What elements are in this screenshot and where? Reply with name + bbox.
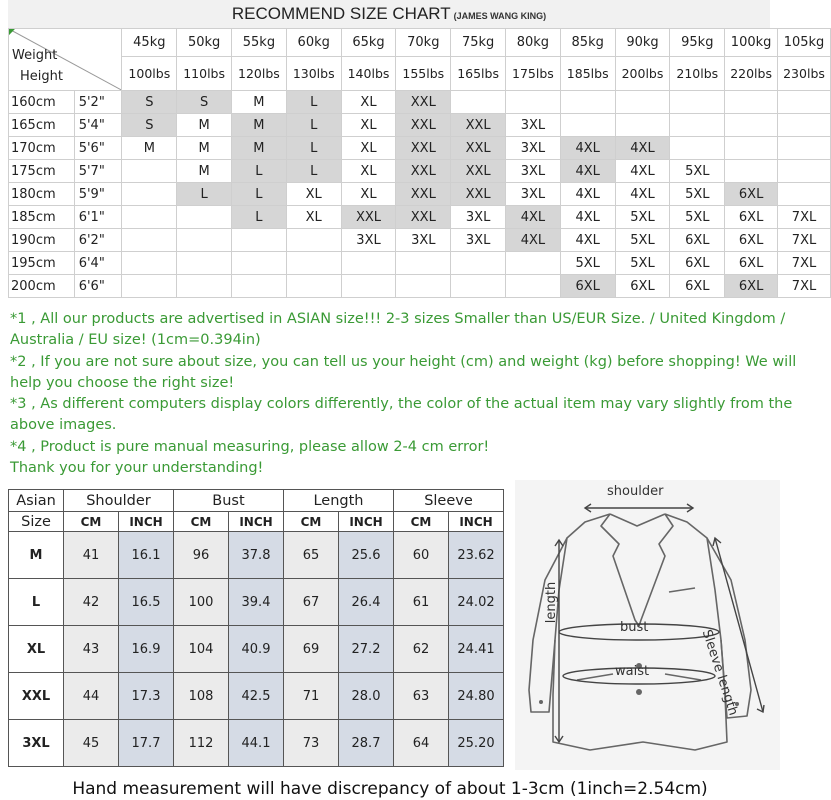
size-cell [286, 229, 341, 252]
size-cell: 7XL [778, 206, 831, 229]
measurement-inch-cell: 25.20 [449, 720, 504, 767]
height-label: Height [20, 69, 63, 84]
size-cell: 7XL [778, 275, 831, 298]
measurement-inch-cell: 24.80 [449, 673, 504, 720]
weight-kg-header: 60kg [286, 29, 341, 57]
size-cell: 6XL [725, 275, 778, 298]
measurement-inch-cell: 17.7 [119, 720, 174, 767]
measurement-table [8, 489, 504, 767]
size-cell: 3XL [396, 229, 451, 252]
jacket-measurement-diagram [515, 480, 780, 770]
asian-size-cell: L [9, 579, 64, 626]
size-cell [286, 275, 341, 298]
height-cm-cell: 180cm [9, 183, 75, 206]
bust-label: bust [620, 620, 649, 635]
size-cell [778, 183, 831, 206]
size-cell [177, 229, 232, 252]
size-cell [451, 275, 506, 298]
measurement-cm-cell: 42 [64, 579, 119, 626]
size-cell [122, 229, 177, 252]
chart-title-main: RECOMMEND SIZE CHART [231, 4, 451, 23]
height-ft-cell: 5'9" [74, 183, 122, 206]
size-cell: 3XL [341, 229, 396, 252]
height-ft-cell: 6'6" [74, 275, 122, 298]
measurement-inch-cell: 39.4 [229, 579, 284, 626]
size-cell: M [177, 137, 232, 160]
weight-height-corner [9, 29, 122, 91]
weight-lbs-header: 220lbs [725, 57, 778, 91]
weight-kg-header: 100kg [725, 29, 778, 57]
length-header: Length [284, 490, 394, 512]
table-row [9, 137, 831, 160]
measurement-cm-cell: 45 [64, 720, 119, 767]
size-cell: XL [341, 91, 396, 114]
note-3: *3 , As different computers display colors differently, the color of the actual item may vary slightly from the above images. [10, 396, 793, 434]
size-cell [286, 252, 341, 275]
table-row [9, 229, 831, 252]
size-cell [506, 252, 561, 275]
size-cell: XXL [451, 114, 506, 137]
size-cell: 3XL [506, 160, 561, 183]
size-cell: XXL [396, 91, 451, 114]
size-cell [725, 137, 778, 160]
height-cm-cell: 160cm [9, 91, 75, 114]
measurement-inch-cell: 23.62 [449, 532, 504, 579]
size-cell [177, 206, 232, 229]
size-cell [122, 275, 177, 298]
table-row [9, 252, 831, 275]
weight-lbs-header: 110lbs [177, 57, 232, 91]
size-cell: L [232, 206, 287, 229]
size-cell: L [286, 160, 341, 183]
sleeve-length-label: Sleeve length [698, 628, 741, 718]
chart-title [8, 0, 770, 28]
measurement-cm-cell: 43 [64, 626, 119, 673]
size-cell [560, 91, 615, 114]
weight-kg-header: 50kg [177, 29, 232, 57]
size-cell: M [232, 91, 287, 114]
measurement-cm-cell: 100 [174, 579, 229, 626]
size-cell: 4XL [615, 183, 670, 206]
measurement-cm-cell: 112 [174, 720, 229, 767]
size-cell: 6XL [725, 183, 778, 206]
measurement-inch-cell: 42.5 [229, 673, 284, 720]
height-cm-cell: 175cm [9, 160, 75, 183]
brand-name: (JAMES WANG KING) [453, 11, 547, 21]
size-cell: S [122, 91, 177, 114]
size-cell [670, 114, 725, 137]
measurement-cm-cell: 62 [394, 626, 449, 673]
size-cell [177, 275, 232, 298]
measurement-cm-cell: 65 [284, 532, 339, 579]
size-cell: 5XL [615, 229, 670, 252]
height-ft-cell: 5'6" [74, 137, 122, 160]
weight-kg-header: 70kg [396, 29, 451, 57]
unit-cm: CM [284, 512, 339, 532]
measurement-inch-cell: 26.4 [339, 579, 394, 626]
size-cell: 6XL [725, 252, 778, 275]
size-cell: M [232, 114, 287, 137]
note-2: *2 , If you are not sure about size, you can tell us your height (cm) and weight (kg) before shopping! We will help you choose the right size! [10, 353, 797, 391]
weight-lbs-header: 155lbs [396, 57, 451, 91]
size-cell: L [177, 183, 232, 206]
unit-cm: CM [174, 512, 229, 532]
size-cell: 5XL [615, 206, 670, 229]
size-cell: 3XL [506, 183, 561, 206]
weight-kg-header: 45kg [122, 29, 177, 57]
asian-size-header-2: Size [9, 512, 64, 532]
recommend-size-table [8, 28, 831, 298]
weight-kg-header: 55kg [232, 29, 287, 57]
shoulder-label: shoulder [607, 484, 664, 499]
measurement-cm-cell: 60 [394, 532, 449, 579]
measurement-cm-cell: 69 [284, 626, 339, 673]
size-cell [778, 137, 831, 160]
size-cell: L [286, 114, 341, 137]
size-cell: M [232, 137, 287, 160]
size-cell: 4XL [506, 229, 561, 252]
size-cell: L [286, 91, 341, 114]
table-row [9, 183, 831, 206]
size-cell: 3XL [451, 229, 506, 252]
weight-kg-header: 85kg [560, 29, 615, 57]
measurement-cm-cell: 108 [174, 673, 229, 720]
size-cell: XL [341, 137, 396, 160]
measurement-inch-cell: 17.3 [119, 673, 174, 720]
size-cell: L [232, 183, 287, 206]
weight-kg-header: 65kg [341, 29, 396, 57]
size-cell: 3XL [506, 137, 561, 160]
size-cell: 6XL [560, 275, 615, 298]
weight-kg-header: 75kg [451, 29, 506, 57]
size-cell: XXL [451, 137, 506, 160]
size-cell: 4XL [560, 137, 615, 160]
asian-size-header-1: Asian [9, 490, 64, 512]
size-cell: XXL [396, 183, 451, 206]
size-cell [341, 275, 396, 298]
measurement-cm-cell: 61 [394, 579, 449, 626]
size-cell [778, 114, 831, 137]
size-cell: XL [286, 183, 341, 206]
size-cell: 6XL [670, 275, 725, 298]
size-cell [451, 91, 506, 114]
weight-lbs-header: 210lbs [670, 57, 725, 91]
size-cell: M [177, 114, 232, 137]
measurement-cm-cell: 63 [394, 673, 449, 720]
size-cell: XXL [451, 183, 506, 206]
size-cell [341, 252, 396, 275]
measurement-inch-cell: 28.0 [339, 673, 394, 720]
size-cell [122, 252, 177, 275]
weight-lbs-header: 120lbs [232, 57, 287, 91]
size-cell [725, 91, 778, 114]
weight-kg-header: 105kg [778, 29, 831, 57]
unit-inch: INCH [339, 512, 394, 532]
size-cell: 4XL [615, 160, 670, 183]
length-label: length [544, 581, 560, 624]
size-cell: 5XL [670, 183, 725, 206]
size-cell [396, 275, 451, 298]
size-cell: XL [341, 114, 396, 137]
measurement-cm-cell: 73 [284, 720, 339, 767]
measurement-inch-cell: 24.02 [449, 579, 504, 626]
size-cell [232, 252, 287, 275]
size-cell [232, 229, 287, 252]
measurement-cm-cell: 71 [284, 673, 339, 720]
sleeve-header: Sleeve [394, 490, 504, 512]
height-cm-cell: 170cm [9, 137, 75, 160]
size-cell: 5XL [560, 252, 615, 275]
measurement-cm-cell: 104 [174, 626, 229, 673]
size-cell: 6XL [615, 275, 670, 298]
weight-lbs-header: 185lbs [560, 57, 615, 91]
measurement-inch-cell: 16.9 [119, 626, 174, 673]
measurement-cm-cell: 41 [64, 532, 119, 579]
size-cell: 6XL [725, 229, 778, 252]
asian-size-cell: XXL [9, 673, 64, 720]
measurement-inch-cell: 37.8 [229, 532, 284, 579]
measurement-cm-cell: 96 [174, 532, 229, 579]
measurement-inch-cell: 28.7 [339, 720, 394, 767]
measurement-row [9, 626, 504, 673]
weight-kg-header: 95kg [670, 29, 725, 57]
size-cell [396, 252, 451, 275]
measurement-inch-cell: 25.6 [339, 532, 394, 579]
size-cell: XXL [396, 137, 451, 160]
unit-inch: INCH [119, 512, 174, 532]
size-cell: 3XL [451, 206, 506, 229]
size-cell [670, 91, 725, 114]
height-ft-cell: 5'2" [74, 91, 122, 114]
measurement-inch-cell: 16.5 [119, 579, 174, 626]
size-cell: L [232, 160, 287, 183]
size-cell: XXL [396, 206, 451, 229]
thank-you-note: Thank you for your understanding! [10, 460, 264, 477]
size-cell [725, 160, 778, 183]
note-4: *4 , Product is pure manual measuring, please allow 2-4 cm error! [10, 438, 490, 455]
table-row [9, 160, 831, 183]
size-cell [177, 252, 232, 275]
measurement-row [9, 673, 504, 720]
asian-size-cell: XL [9, 626, 64, 673]
size-cell: M [122, 137, 177, 160]
unit-inch: INCH [449, 512, 504, 532]
weight-lbs-header: 165lbs [451, 57, 506, 91]
size-cell: M [177, 160, 232, 183]
measurement-cm-cell: 67 [284, 579, 339, 626]
size-cell [451, 252, 506, 275]
size-cell: 5XL [670, 206, 725, 229]
size-cell: 4XL [615, 137, 670, 160]
size-cell: XXL [396, 160, 451, 183]
height-ft-cell: 5'7" [74, 160, 122, 183]
size-cell: 3XL [506, 114, 561, 137]
size-cell: 5XL [615, 252, 670, 275]
asian-size-cell: M [9, 532, 64, 579]
size-cell [232, 275, 287, 298]
measurement-inch-cell: 44.1 [229, 720, 284, 767]
height-ft-cell: 6'4" [74, 252, 122, 275]
note-1: *1 , All our products are advertised in ASIAN size!!! 2-3 sizes Smaller than US/EUR Size. / United Kingdom / Australia / EU size! (1cm=0.394in) [10, 311, 786, 349]
height-cm-cell: 200cm [9, 275, 75, 298]
size-cell: S [177, 91, 232, 114]
table-row [9, 91, 831, 114]
footer-note: Hand measurement will have discrepancy of about 1-3cm (1inch=2.54cm) [72, 779, 708, 799]
waist-label: waist [615, 664, 650, 679]
size-cell: XL [341, 160, 396, 183]
size-cell: 5XL [670, 160, 725, 183]
weight-lbs-header: 175lbs [506, 57, 561, 91]
size-cell: 6XL [725, 206, 778, 229]
height-cm-cell: 195cm [9, 252, 75, 275]
table-row [9, 275, 831, 298]
measurement-inch-cell: 27.2 [339, 626, 394, 673]
weight-lbs-header: 200lbs [615, 57, 670, 91]
size-cell [122, 160, 177, 183]
size-cell: 6XL [670, 252, 725, 275]
measurement-row [9, 579, 504, 626]
size-cell: XXL [341, 206, 396, 229]
unit-inch: INCH [229, 512, 284, 532]
weight-lbs-header: 140lbs [341, 57, 396, 91]
size-cell: 7XL [778, 252, 831, 275]
size-cell: L [286, 137, 341, 160]
size-notes [10, 309, 820, 479]
size-cell [506, 91, 561, 114]
size-cell [615, 91, 670, 114]
table-row [9, 114, 831, 137]
size-cell: XXL [451, 160, 506, 183]
size-cell: XXL [396, 114, 451, 137]
height-ft-cell: 5'4" [74, 114, 122, 137]
measurement-cm-cell: 64 [394, 720, 449, 767]
weight-lbs-header: 230lbs [778, 57, 831, 91]
size-cell [560, 114, 615, 137]
size-cell: 6XL [670, 229, 725, 252]
unit-cm: CM [394, 512, 449, 532]
size-cell: 4XL [506, 206, 561, 229]
size-cell [122, 206, 177, 229]
height-cm-cell: 185cm [9, 206, 75, 229]
weight-kg-header: 90kg [615, 29, 670, 57]
weight-label: Weight [12, 48, 58, 63]
measurement-cm-cell: 44 [64, 673, 119, 720]
measurement-inch-cell: 24.41 [449, 626, 504, 673]
size-cell [778, 160, 831, 183]
height-cm-cell: 165cm [9, 114, 75, 137]
size-cell [506, 275, 561, 298]
size-cell: 4XL [560, 206, 615, 229]
measurement-row [9, 532, 504, 579]
measurement-row [9, 720, 504, 767]
size-cell: 4XL [560, 229, 615, 252]
measurement-inch-cell: 40.9 [229, 626, 284, 673]
table-row [9, 206, 831, 229]
height-ft-cell: 6'1" [74, 206, 122, 229]
size-cell [725, 114, 778, 137]
weight-kg-header: 80kg [506, 29, 561, 57]
size-cell: 7XL [778, 229, 831, 252]
size-cell: 4XL [560, 160, 615, 183]
weight-lbs-header: 100lbs [122, 57, 177, 91]
size-cell [615, 114, 670, 137]
height-cm-cell: 190cm [9, 229, 75, 252]
shoulder-header: Shoulder [64, 490, 174, 512]
measurement-inch-cell: 16.1 [119, 532, 174, 579]
unit-cm: CM [64, 512, 119, 532]
weight-lbs-header: 130lbs [286, 57, 341, 91]
size-cell [122, 183, 177, 206]
asian-size-cell: 3XL [9, 720, 64, 767]
size-cell: S [122, 114, 177, 137]
size-cell [670, 137, 725, 160]
size-cell: XL [341, 183, 396, 206]
size-cell: XL [286, 206, 341, 229]
height-ft-cell: 6'2" [74, 229, 122, 252]
size-cell [778, 91, 831, 114]
bust-header: Bust [174, 490, 284, 512]
size-cell: 4XL [560, 183, 615, 206]
